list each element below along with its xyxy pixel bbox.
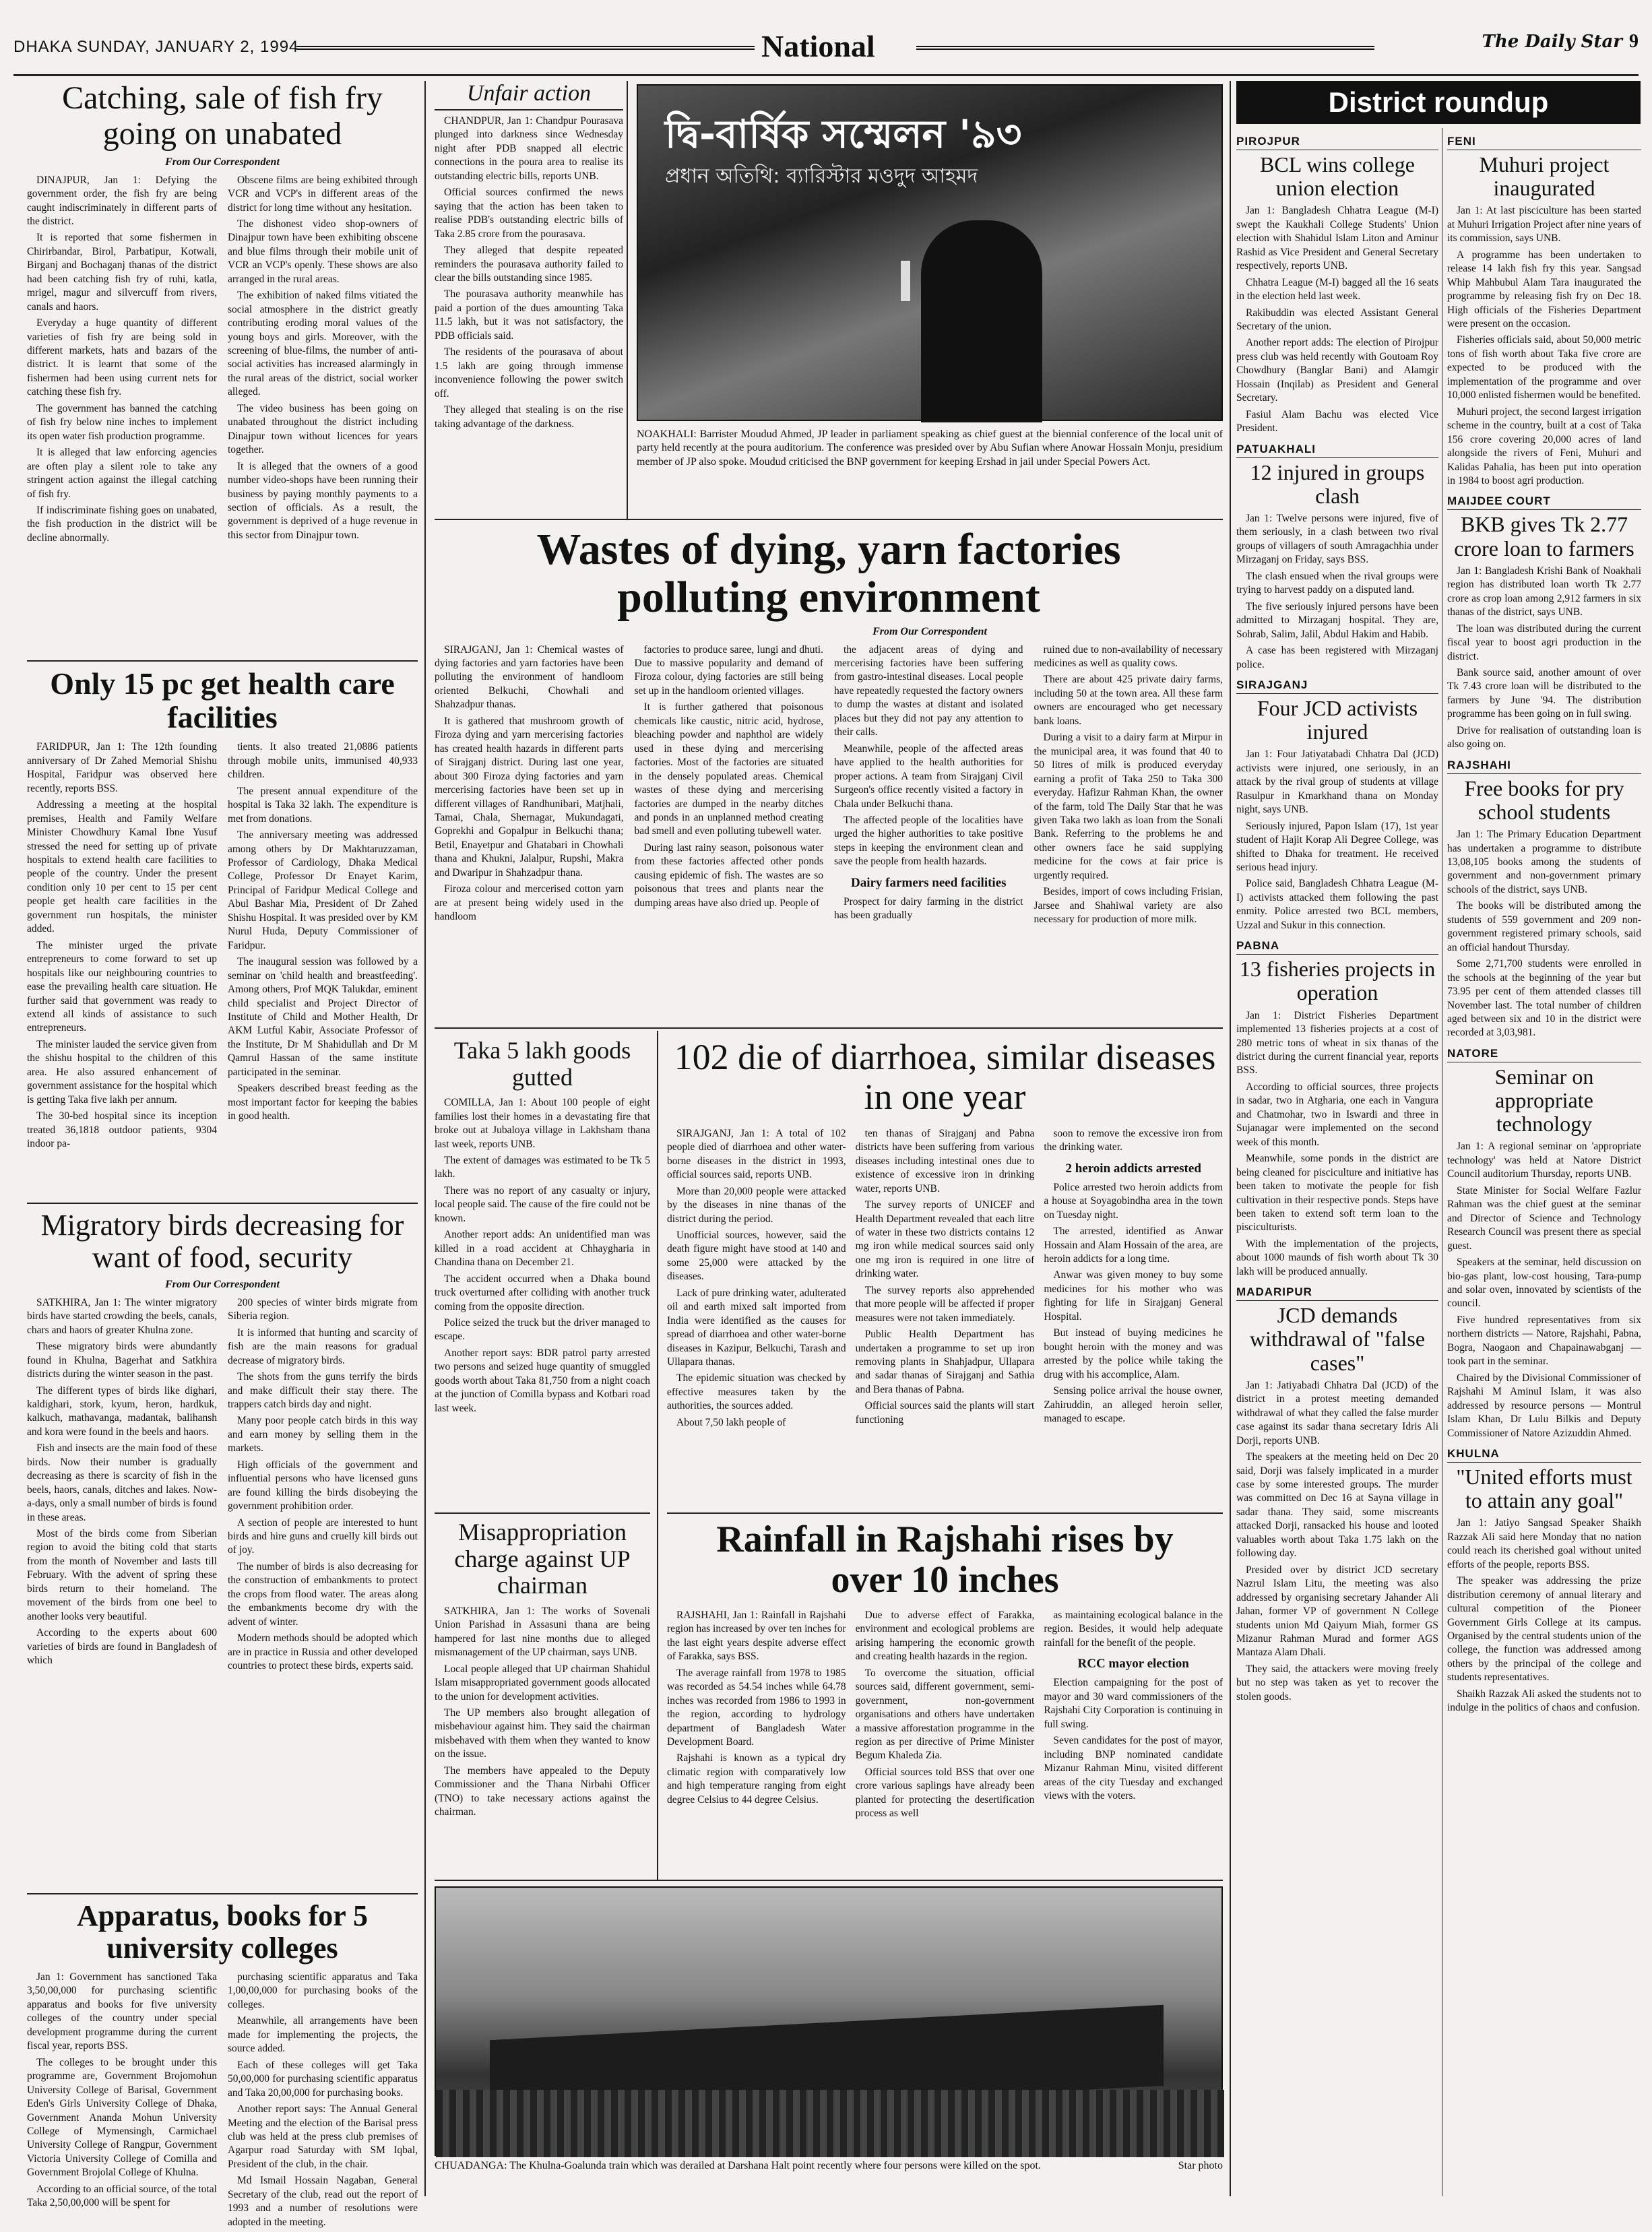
paragraph: The residents of the pourasava of about 1.5 lakh are going through immense inconvenience following the power switch off. xyxy=(435,346,623,400)
article-birds xyxy=(27,1209,418,1890)
headline-birds: Migratory birds decreasing for want of food, security xyxy=(40,1209,404,1275)
paragraph: Firoza colour and mercerised cotton yarn are at present being widely used in the handloom xyxy=(435,883,624,923)
district-item xyxy=(1447,495,1641,751)
photo-noakhali xyxy=(637,84,1223,421)
paragraph: The colleges to be brought under this programme are, Government Brojomohun University College of Barisal, Government Eden's Girls University College of Dhaka, Government Ananda Mohun University College of Mymensingh, Carmichael University College of Rangpur, Government Victoria University College of Comilla and Government Brojolal College of Khulna. xyxy=(27,2056,217,2179)
paragraph: Addressing a meeting at the hospital premises, Health and Family Welfare Minister Chowdhury Kamal Ibne Yusuf stressed the need for setting up of private hospitals to extend health care facilities to people of the country. Under the present condition only 10 per cent to 15 per cent people get health care facilities in the government run hospitals, the minister added. xyxy=(27,799,217,935)
paragraph: Police seized the truck but the driver managed to escape. xyxy=(435,1316,650,1343)
paragraph: The 30-bed hospital since its inception treated 36,1818 outdoor patients, 9304 indoor pa- xyxy=(27,1110,217,1150)
paragraph: RAJSHAHI, Jan 1: Rainfall in Rajshahi region has increased by over ten inches for the last eight years despite adverse effect of Farakka, says BSS. xyxy=(667,1609,846,1663)
paragraph: Fasiul Alam Bachu was elected Vice President. xyxy=(1236,408,1438,435)
paragraph: Jan 1: A regional seminar on 'appropriate technology' was held at Natore District Council auditorium Thursday, reports UNB. xyxy=(1447,1141,1641,1180)
masthead xyxy=(13,27,1639,74)
paragraph: Jan 1: District Fisheries Department implemented 13 fisheries projects at a cost of 280 metric tons of wheat in six thanas of the district during the current financial year, reports BSS. xyxy=(1236,1009,1438,1077)
paragraph: These migratory birds were abundantly found in Khulna, Bagerhat and Satkhira districts during the winter season in the past. xyxy=(27,1341,217,1380)
page-number: 9 xyxy=(1629,31,1639,52)
health-col1 xyxy=(27,740,217,1153)
article-diarrhoea xyxy=(667,1038,1223,1509)
paragraph: District roundup xyxy=(1328,86,1549,118)
paragraph: The speaker was addressing the prize distribution ceremony of annual literary and cultural competition of the Pioneer Government Girls College at its campus. Organised by the central students union of the college, the function was addressed among others by the principal of the college and students representatives. xyxy=(1447,1575,1641,1684)
paragraph: Jan 1: Twelve persons were injured, five of them seriously, in a clash between two rival groups of villagers of south Amragachhia under Mirzaganj on Friday, says BSS. xyxy=(1236,513,1438,566)
paragraph: The books will be distributed among the students of 559 government and 209 non-government registered primary schools, said an official handout Thursday. xyxy=(1447,900,1641,953)
wastes-col1 xyxy=(435,643,624,930)
paragraph: The inaugural session was followed by a seminar on 'child health and breastfeeding'. Among others, Prof MQK Talukdar, eminent child specialist and Project Director of Institute of Child and Mother Health, Dr AKM Lutful Kabir, Associate Professor of the Institute, Dr M Shahidullah and Dr M Qamrul Hassan of the same institute participated in the seminar. xyxy=(228,956,418,1078)
paragraph: It is alleged that law enforcing agencies are often play a silent role to take any stringent action against the illegal catching of fish fry. xyxy=(27,447,217,500)
headline-health: Only 15 pc get health care facilities xyxy=(50,666,395,734)
paragraph: Unofficial sources, however, said the death figure might have stood at 140 and some 25,000 were attacked by the diseases. xyxy=(667,1229,846,1283)
district-label: PABNA xyxy=(1236,939,1438,955)
paragraph: factories to produce saree, lungi and dhuti. Due to massive popularity and demand of Firoza colour, dying factories are still being set up in the handloom oriented villages. xyxy=(634,643,823,697)
paragraph: The epidemic situation was checked by effective measures taken by the authorities, the sources added. xyxy=(667,1372,846,1412)
paragraph: Meanwhile, some ponds in the district are being cleaned for pisciculture and initiative has been taken to motivate the people for fish cultivation in their respective ponds. Steps have been taken to extend soft term loan to the pisciculturists. xyxy=(1236,1153,1438,1234)
paragraph: The exhibition of naked films vitiated the social atmosphere in the district greatly contributing eroding moral values of the young boys and girls. Moreover, with the screening of blue-films, the number of anti-social activities has increased alarmingly in the rural areas of the district, social worker alleged. xyxy=(228,290,418,398)
paragraph: They said, the attackers were moving freely but no step was taken as yet to recover the stolen goods. xyxy=(1236,1663,1438,1702)
paragraph: Speakers described breast feeding as the most important factor for keeping the babies in good health. xyxy=(228,1083,418,1122)
paragraph: Speakers at the seminar, held discussion on bio-gas plant, low-cost housing, Tara-pump and solar oven, innovated by scientists of the council. xyxy=(1447,1256,1641,1310)
paragraph: the adjacent areas of dying and mercerising factories have been suffering from gastro-intestinal diseases. Local people have repeatedly requested the factory owners to dump the wastes at distant and isolated places but they did not pay any attention to their calls. xyxy=(834,643,1023,738)
paragraph: The minister urged the private entrepreneurs to come forward to set up hospitals like our neighbouring countries to ease the prevailing health care situation. He further said that government was ready to extend all kinds of assistance to such entrepreneurs. xyxy=(27,939,217,1034)
wastes-col4 xyxy=(1034,643,1224,930)
paragraph: The anniversary meeting was addressed among others by Dr Makhtaruzzaman, Professor of Cardiology, Dhaka Medical College, Professor Dr Enayet Karim, Principal of Faridpur Medical College and Abul Bashar Mia, President of Dr Zahed Shishu Hospital. It was presided over by KM Nurul Huda, Deputy Commissioner of Faridpur. xyxy=(228,829,418,951)
paragraph: Drive for realisation of outstanding loan is also going on. xyxy=(1447,724,1641,751)
paper-name: The Daily Star xyxy=(1482,32,1622,52)
paragraph: The average rainfall from 1978 to 1985 was recorded as 54.54 inches while 64.78 inches was recorded from 1986 to 1993 in the region, according to hydrology department of Bangladesh Water Development Board. xyxy=(667,1667,846,1748)
paragraph: Chhatra League (M-I) bagged all the 16 seats in the election held last week. xyxy=(1236,276,1438,302)
paragraph: Another report adds: An unidentified man was killed in a road accident at Chhaygharia in Chandina thana on December 21. xyxy=(435,1229,650,1269)
paragraph: The survey reports of UNICEF and Health Department revealed that each litre of water in these two districts contains 12 mg iron while medical sources said only one mg iron is required in one litre of drinking water. xyxy=(855,1199,1035,1280)
paragraph: Due to adverse effect of Farakka, environment and ecological problems are arising hampering the economic growth and creating health hazards in the region. xyxy=(855,1609,1035,1663)
article-misappro xyxy=(435,1519,650,1876)
rainfall-col3 xyxy=(1044,1609,1223,1824)
paragraph: A section of people are interested to hunt birds and hire guns and cruelly kill birds out of joy. xyxy=(228,1517,418,1556)
headline-misappro: Misappropriation charge against UP chairman xyxy=(454,1519,631,1599)
subhead-rcc: RCC mayor election xyxy=(1077,1657,1189,1671)
paragraph: tients. It also treated 21,0886 patients through mobile units, immunised 40,933 children. xyxy=(228,741,418,781)
district-label: RAJSHAHI xyxy=(1447,759,1641,774)
byline-fish: From Our Correspondent xyxy=(165,156,280,168)
district-right xyxy=(1447,128,1641,2196)
headline-apparatus: Apparatus, books for 5 university colleges xyxy=(77,1899,368,1965)
paragraph: There was no report of any casualty or injury, local people said. The cause of the fire could not be known. xyxy=(435,1184,650,1224)
paragraph: 200 species of winter birds migrate from Siberia region. xyxy=(228,1296,418,1322)
district-label: PATUAKHALI xyxy=(1236,443,1438,458)
paragraph: Besides, import of cows including Frisian, Jarsee and Shahiwal variety are also necessary for production of more milk. xyxy=(1034,886,1223,926)
paragraph: Jan 1: Government has sanctioned Taka 3,50,00,000 for purchasing scientific apparatus and books for five university colleges of the country under special development programme during the current fiscal year, reports BSS. xyxy=(27,1971,217,2052)
section-title: National xyxy=(761,29,875,63)
paragraph: They alleged that despite repeated reminders the pourasava authority failed to clear the bills outstanding since 1985. xyxy=(435,245,623,284)
paragraph: SIRAJGANJ, Jan 1: Chemical wastes of dying factories and yarn factories have been polluting the environment of handloom oriented Belkuchi, Chowhali and Shahzadpur thanas. xyxy=(435,643,624,711)
apparatus-col2 xyxy=(228,1971,418,2232)
paragraph: Election campaigning for the post of mayor and 30 ward commissioners of the Rajshahi City Corporation is continuing in full swing. xyxy=(1044,1677,1224,1730)
paragraph: purchasing scientific apparatus and Taka 1,00,00,000 for purchasing books of the colleges. xyxy=(228,1971,418,2010)
district-headline: BCL wins college union election xyxy=(1260,152,1415,201)
caption-chuadanga xyxy=(435,2159,1223,2173)
paragraph: The present annual expenditure of the hospital is Taka 32 lakh. The expenditure is met from donations. xyxy=(228,785,418,825)
paragraph: It is alleged that the owners of a good number video-shops have been running their business by paying monthly payments to a section of officials. As a result, the government is deprived of a huge revenue in this sector from Dinajpur town. xyxy=(228,460,418,541)
paragraph: During last rainy season, poisonous water from these factories affected other ponds causing epidemic of fish. The wastes are so poisonous that trees and plants near the dumping areas have also dried up. People of xyxy=(634,841,823,909)
birds-col2 xyxy=(228,1296,418,1676)
district-item xyxy=(1236,1285,1438,1704)
paragraph: CHANDPUR, Jan 1: Chandpur Pourasava plunged into darkness since Wednesday night after PDB snapped all electric connections in the poura area to realise its outstanding electric bills, reports UNB. xyxy=(435,115,623,182)
district-label: NATORE xyxy=(1447,1047,1641,1062)
byline-wastes: From Our Correspondent xyxy=(872,625,987,637)
paragraph: ruined due to non-availability of necessary medicines as well as quality cows. xyxy=(1034,643,1223,669)
district-label: KHULNA xyxy=(1447,1447,1641,1463)
paragraph: The dishonest video shop-owners of Dinajpur town have been exhibiting obscene and blue films through their mobile unit of VCR an VCP's openly. These shows are also arranged in the rural areas. xyxy=(228,218,418,285)
paragraph: A case has been registered with Mirzaganj police. xyxy=(1236,645,1438,670)
district-left xyxy=(1236,128,1438,2196)
rainfall-col1 xyxy=(667,1609,846,1824)
district-headline: 12 injured in groups clash xyxy=(1250,459,1425,508)
birds-col1 xyxy=(27,1296,217,1676)
paragraph: Most of the birds come from Siberian region to avoid the biting cold that starts from the month of November and lasts till February. With the advent of spring these birds return to their homeland. The movement of the birds from one beel to another looks very beautiful. xyxy=(27,1528,217,1622)
fish-col1 xyxy=(27,174,217,548)
crowd xyxy=(436,2090,1224,2157)
paragraph: soon to remove the excessive iron from the drinking water. xyxy=(1044,1127,1224,1153)
dateline: DHAKA SUNDAY, JANUARY 2, 1994 xyxy=(13,38,299,56)
paragraph: The arrested, identified as Anwar Hossain and Alam Hossain of the area, are heroin addicts for a long time. xyxy=(1044,1225,1224,1265)
wastes-col2 xyxy=(635,643,824,930)
district-item xyxy=(1447,135,1641,488)
paragraph: The survey reports also apprehended that more people will be affected if proper measures were not taken immediately. xyxy=(855,1284,1035,1324)
paragraph: According to an official source, of the total Taka 2,50,00,000 will be spent for xyxy=(27,2183,217,2209)
paragraph: The UP members also brought allegation of misbehaviour against him. They said the chairman misbehaved with them when they wanted to know on the issue. xyxy=(435,1707,650,1760)
paragraph: The loan was distributed during the current fiscal year to boost agri production in the district. xyxy=(1447,623,1641,662)
paragraph: They alleged that stealing is on the rise taking advantage of the darkness. xyxy=(435,404,623,430)
headline-taka: Taka 5 lakh goods gutted xyxy=(453,1037,631,1091)
paragraph: The number of birds is also decreasing for the construction of embankments to protect the crops from flood water. The areas along the embankments become dry with the advent of winter. xyxy=(228,1560,418,1628)
paragraph: A programme has been undertaken to release 14 lakh fish fry this year. Sangsad Whip Mahbubul Alam Tara inaugurated the programme by releasing fish fry on Dec 18. High officials of the Fisheries Department were present on the occasion. xyxy=(1447,249,1641,329)
district-label: PIROJPUR xyxy=(1236,135,1438,150)
paragraph: Police arrested two heroin addicts from a house at Soyagobindha area in the town on Tuesday night. xyxy=(1044,1181,1224,1221)
paragraph: Jan 1: Bangladesh Chhatra League (M-I) swept the Kaukhali College Students' Union election with Shahidul Islam Liton and Aminur Rashid as Vice President and General Secretary respectively, reports UNB. xyxy=(1236,205,1438,272)
subhead-heroin: 2 heroin addicts arrested xyxy=(1065,1161,1201,1176)
paragraph: Five hundred representatives from six northern districts — Natore, Rajshahi, Pabna, Bogra, Naogaon and Chapainawabganj — took part in the seminar. xyxy=(1447,1314,1641,1368)
paragraph: Sensing police arrival the house owner, Zahiruddin, an alleged heroin seller, managed to escape. xyxy=(1044,1385,1224,1425)
paragraph: Official sources told BSS that over one crore various saplings have already been planted for protecting the desertification process as well xyxy=(855,1766,1035,1820)
district-headline: Seminar on appropriate technology xyxy=(1494,1064,1594,1137)
paragraph: Meanwhile, people of the affected areas have applied to the health authorities for proper actions. A team from Sirajganj Civil Surgeon's office recently visited a factory in Chala under Belkuchi thana. xyxy=(834,742,1023,810)
paragraph: Another report says: BDR patrol party arrested two persons and seized huge quantity of smuggled goods worth about Taka 81,750 from a night coach at the junction of Comilla bypass and Kotbari road last week. xyxy=(435,1347,650,1414)
district-label: MADARIPUR xyxy=(1236,1285,1438,1301)
photo-credit: Star photo xyxy=(1178,2160,1223,2171)
paragraph: Chaired by the Divisional Commissioner of Rajshahi M Aminul Islam, it was also addressed by resource persons — Montrul Islam Khan, Dr Lulu Bilkis and Deputy Commissioner of Natore Azizuddin Ahmed. xyxy=(1447,1372,1641,1439)
paragraph: Bank source said, another amount of over Tk 7.43 crore loan will be distributed to the farmers by June '94. The distribution programme has been going on in full swing. xyxy=(1447,666,1641,720)
paragraph: To overcome the situation, official sources said, different government, semi-government, non-government organisations and others have undertaken a massive afforestation programme in the region as per directive of Prime Minister Begum Khaleda Zia. xyxy=(855,1667,1035,1762)
district-headline: JCD demands withdrawal of "false cases" xyxy=(1249,1303,1426,1375)
paragraph: Meanwhile, all arrangements have been made for implementing the projects, the source added. xyxy=(228,2015,418,2055)
paragraph: With the implementation of the projects, about 1000 maunds of fish worth about Tk 30 lakh will be produced annually. xyxy=(1236,1238,1438,1277)
paragraph: Modern methods should be adopted which are in practice in Russia and other developed countries to protect these birds, experts said. xyxy=(228,1632,418,1672)
district-headline: "United efforts must to attain any goal" xyxy=(1456,1464,1632,1513)
paragraph: More than 20,000 people were attacked by the diseases in nine thanas of the district during the period. xyxy=(667,1185,846,1225)
district-label: FENI xyxy=(1447,135,1641,150)
district-headline: BKB gives Tk 2.77 crore loan to farmers xyxy=(1454,512,1634,561)
paragraph: Obscene films are being exhibited through VCR and VCP's in different areas of the district for long time without any hesitation. xyxy=(228,174,418,214)
district-item xyxy=(1447,1047,1641,1440)
paragraph: Jan 1: Four Jatiyatabadi Chhatra Dal (JCD) activists were injured, one seriously, in an attack by the rival group of students at village Rasulpur in Kmarkhand thana on Monday night, says UNB. xyxy=(1236,748,1438,816)
paragraph: The members have appealed to the Deputy Commissioner and the Thana Nirbahi Officer (TNO) to take necessary actions against the chairman. xyxy=(435,1764,650,1818)
district-headline: 13 fisheries projects in operation xyxy=(1239,957,1436,1005)
headline-wastes: Wastes of dying, yarn factories polluting environment xyxy=(536,525,1121,623)
headline-fish: Catching, sale of fish fry going on unabated xyxy=(62,80,383,152)
paragraph: SATKHIRA, Jan 1: The works of Sovenali Union Parishad in Assasuni thana are being hampered for last nine months due to alleged mismanagement of the UP chairman, says UNB. xyxy=(435,1605,650,1659)
paragraph: The government has banned the catching of fish fry below nine inches to implement its open water fish production programme. xyxy=(27,402,217,442)
paragraph: Fish and insects are the main food of these birds. Now their number is gradually decreasing as there is scarcity of fish in the beels, haors, canals, ditches and lakes. Now-a-days, only a small number of birds is found in these areas. xyxy=(27,1442,217,1523)
paragraph: There are about 425 private dairy farms, including 50 at the town area. All these farm owners are encouraged who get necessary bank loans. xyxy=(1034,674,1223,727)
paragraph: Everyday a huge quantity of different varieties of fish fry are being sold in different markets, hats and bazars of the district. It is learnt that some of the fishermen had been using current nets for catching these fish fry. xyxy=(27,317,217,398)
district-banner xyxy=(1236,81,1641,124)
paragraph: It is informed that hunting and scarcity of fish are the main reasons for gradual decrease of migratory birds. xyxy=(228,1327,418,1366)
paragraph: Police said, Bangladesh Chhatra League (M-I) activists attacked them following the past enmity. Police arrested two BCL members, Uzzal and Sukur in this connection. xyxy=(1236,878,1438,931)
paragraph: According to the experts about 600 varieties of birds are found in Bangladesh of which xyxy=(27,1627,217,1667)
paragraph: Seven candidates for the post of mayor, including BNP nominated candidate Mizanur Rahman Minu, visited different areas of the city Tuesday and exchanged views with the voters. xyxy=(1044,1735,1224,1801)
district-item xyxy=(1236,135,1438,436)
paragraph: High officials of the government and influential persons who have licensed guns are found killing the birds disobeying the government prohibition order. xyxy=(228,1459,418,1512)
article-apparatus xyxy=(27,1899,418,2228)
microphone-icon xyxy=(901,261,910,301)
paragraph: Fisheries officials said, about 50,000 metric tons of fish worth about Taka five crore are expected to be produced with the implementation of the programme and over 10,000 enlisted fishermen would be benefited. xyxy=(1447,334,1641,402)
paragraph: The five seriously injured persons have been admitted to Mirzaganj hospital. They are, Sohrab, Salim, Jalil, Abdul Hakim and Habib. xyxy=(1236,600,1438,640)
banner-text-2: প্রধান অতিথি: ব্যারিস্টার মওদুদ আহমদ xyxy=(665,164,978,188)
paragraph: SIRAJGANJ, Jan 1: A total of 102 people died of diarrhoea and other water-borne diseases in the district in 1993, official sources said, reports UNB. xyxy=(667,1127,846,1181)
paragraph: The extent of damages was estimated to be Tk 5 lakh. xyxy=(435,1155,650,1180)
paragraph: The shots from the guns terrify the birds and make difficult their stay there. The trappers catch birds day and night. xyxy=(228,1371,418,1410)
paragraph: Jan 1: Jatiyabadi Chhatra Dal (JCD) of the district in a protest meeting demanded withdrawal of what they called the false murder case against its sadar thana secretary Idris Ali Dorji, reports UNB. xyxy=(1236,1379,1438,1446)
paragraph: During a visit to a dairy farm at Mirpur in the municipal area, it was found that 40 to 50 litres of milk is produced everyday earning a profit of Taka 250 to Taka 300 everyday. Hafizur Rahman Khan, the owner of the farm, told The Daily Star that he was given Taka two lakh as loan from the Sonali Bank. Referring to the problems he and other owners face he said supplying medicine for the cows at fair price is urgently required. xyxy=(1034,732,1223,881)
fish-col2 xyxy=(228,174,418,548)
paragraph: It is further gathered that poisonous chemicals like caustic, nitric acid, hydrose, bleaching powder and naphthol are widely used in these dying and mercerising factories. Most of the factories are situated in the densely populated areas. Chemical wastes of these dying and mercerising factories are dumped in the nearby ditches and ponds in an unplanned method creating bad smell and even polluting tubewell water. xyxy=(634,701,823,837)
headline-diarrhoea: 102 die of diarrhoea, similar diseases in one year xyxy=(674,1037,1216,1118)
paragraph: Public Health Department has undertaken a programme to set up iron removing plants in Shahjadpur, Ullapara and sadar thanas of Sirajganj and Sathia and Bera thanas of Pabna. xyxy=(855,1329,1035,1395)
diarrhoea-col2 xyxy=(856,1127,1035,1433)
district-label: SIRAJGANJ xyxy=(1236,678,1438,694)
paragraph: The minister lauded the service given from the shishu hospital to the children of this area. He also assured enhancement of government assistance for the hospital which is getting Taka five lakh per annum. xyxy=(27,1038,217,1106)
rainfall-col2 xyxy=(856,1609,1035,1824)
paragraph: Each of these colleges will get Taka 50,00,000 for purchasing scientific apparatus and Taka 20,00,000 for purchasing books. xyxy=(228,2059,418,2099)
paragraph: It is gathered that mushroom growth of Firoza dying and yarn mercerising factories has created health hazards in different parts of Sirajganj district. During last one year, about 300 Firoza dying factories and yarn mercerising factories have been set up in different villages of Randhunibari, Matjhali, Tamai, Chala, Shernagar, Mukundagati, Goprekhi and Gopalpur in Belkuchi thana; Betil, Enayetpur and Ghatabari in Chowhali thana and Khukni, Jalalpur, Rupshi, Makra and Dwaripur in Shahzadpur thana. xyxy=(435,715,624,879)
paragraph: State Minister for Social Welfare Fazlur Rahman was the chief guest at the seminar and Director of Science and Technology Research Council was present there as special guest. xyxy=(1447,1184,1641,1252)
paragraph: FARIDPUR, Jan 1: The 12th founding anniversary of Dr Zahed Memorial Shishu Hospital, Faridpur was observed here recently, reports BSS. xyxy=(27,741,217,794)
paragraph: Another report says: The Annual General Meeting and the election of the Barisal press club was held at the press club premises of Agarpur road Saturday with SM Iqbal, President of the club, in the chair. xyxy=(228,2103,418,2170)
paragraph: Some 2,71,700 students were enrolled in the schools at the beginning of the year but 73.95 per cent of them attended classes till November last. The total number of children aged between six and 10 in the district were recorded at 3,03,981. xyxy=(1447,958,1641,1039)
paragraph: The speakers at the meeting held on Dec 20 said, Dorji was falsely implicated in a murder case by some interested groups. The murder was committed on Dec 16 at Sayna village in sadar thana. They said, some miscreants attacked Dorji, ransacked his house and looted valuables worth about Taka 1.75 lakh on the following day. xyxy=(1236,1451,1438,1560)
paragraph: The affected people of the localities have urged the higher authorities to take positive steps in keeping the environment clean and save the people from health hazards. xyxy=(834,814,1023,868)
article-rainfall xyxy=(667,1519,1223,1876)
district-item xyxy=(1236,678,1438,932)
article-wastes xyxy=(435,525,1223,1024)
paragraph: Jan 1: The Primary Education Department has undertaken a programme to distribute 13,08,105 books among the students of government and non-government primary schools of the district, says UNB. xyxy=(1447,829,1641,895)
health-col2 xyxy=(228,740,418,1153)
paragraph: Md Ismail Hossain Nagaban, General Secretary of the club, read out the report of 1993 and a number of resolutions were adopted in the meeting. xyxy=(228,2175,418,2228)
caption-noakhali: NOAKHALI: Barrister Moudud Ahmed, JP leader in parliament speaking as chief guest at the biennial conference of the local unit of party held recently at the poura auditorium. The conference was presided over by Abu Sufian where Anowar Hossain Monju, presidium member of JP also spoke. Moudud criticised the BNP government for keeping Ershad in jail under Special Powers Act. xyxy=(637,428,1223,468)
paragraph: The clash ensued when the rival groups were trying to harvest paddy on a disputed land. xyxy=(1236,570,1438,596)
paragraph: CHUADANGA: The Khulna-Goalunda train which was derailed at Darshana Halt point recently where four persons were killed on the spot. xyxy=(435,2160,1041,2171)
paragraph: According to official sources, three projects in sadar, two in Atgharia, one each in Vangura and Chatmohar, two in Iswardi and three in Sujanagar were implemented on the second week of this month. xyxy=(1236,1081,1438,1148)
paragraph: SATKHIRA, Jan 1: The winter migratory birds have started crowding the beels, canals, chars and haors of greater Khulna zone. xyxy=(27,1296,217,1336)
district-headline: Free books for pry school students xyxy=(1464,775,1624,824)
paragraph: as maintaining ecological balance in the region. Besides, it would help adequate rainfall for the benefit of the people. xyxy=(1044,1609,1224,1649)
article-fish xyxy=(27,81,418,660)
paragraph: The accident occurred when a Dhaka bound truck overturned after colliding with another truck coming from the opposite direction. xyxy=(435,1273,650,1312)
district-headline: Four JCD activists injured xyxy=(1257,695,1418,744)
paragraph: Shaikh Razzak Ali asked the students not to indulge in the politics of chaos and confusion. xyxy=(1447,1688,1641,1714)
diarrhoea-col1 xyxy=(667,1127,846,1433)
paragraph: DINAJPUR, Jan 1: Defying the government order, the fish fry are being caught indiscriminately in different parts of the district. xyxy=(27,174,217,227)
speaker-figure xyxy=(921,220,1042,422)
paragraph: Another report adds: The election of Pirojpur press club was held recently with Goutoam Roy Chowdhury (Banglar Bani) and Alamgir Hossain (Inqilab) as President and General Secretary. xyxy=(1236,337,1438,404)
diarrhoea-col3 xyxy=(1044,1127,1223,1433)
paragraph: Many poor people catch birds in this way and earn money by selling them in the markets. xyxy=(228,1415,418,1455)
article-unfair xyxy=(435,81,623,512)
paragraph: The different types of birds like dighari, kaldighari, stork, kyum, heron, hardkuk, kalkuch, mathavanga, madantak, balihansh and kora were found in the beels and haors. xyxy=(27,1384,217,1438)
paragraph: Jan 1: Jatiyo Sangsad Speaker Shaikh Razzak Ali said here Monday that no nation could reach its cherished goal without united efforts of the people, reports BSS. xyxy=(1447,1517,1641,1570)
paragraph: The pourasava authority meanwhile has paid a portion of the dues amounting Taka 11.5 lakh, but it was not satisfactory, the PDB officials said. xyxy=(435,288,623,342)
headline-unfair: Unfair action xyxy=(435,81,623,110)
paragraph: Seriously injured, Papon Islam (17), 1st year student of Hajit Korap Ali Degree College, was shifted to Dhaka for treatment. He received serious head injury. xyxy=(1236,820,1438,873)
district-item xyxy=(1447,759,1641,1040)
paragraph: Anwar was given money to buy some medicines for his mother who was fighting for life in Sirajganj General Hospital. xyxy=(1044,1269,1224,1322)
paragraph: Presided over by district JCD secretary Nazrul Islam Litu, the meeting was also addressed by organising secretary Jahander Ali Jahan, former VP of government N College students union Md Qaiyum Miah, former GS Mizanur Rahman Murad and former AGS Mantaza Alam Dhali. xyxy=(1236,1564,1438,1659)
district-item xyxy=(1236,443,1438,672)
district-item xyxy=(1447,1447,1641,1715)
paragraph: Jan 1: At last pisciculture has been started at Muhuri Irrigation Project after nine years of its commission, says UNB. xyxy=(1447,205,1641,245)
paragraph: ten thanas of Sirajganj and Pabna districts have been suffering from various diseases including intestinal ones due to existence of excessive iron in drinking water, reports UNB. xyxy=(855,1127,1035,1194)
photo-chuadanga xyxy=(435,1886,1223,2156)
apparatus-col1 xyxy=(27,1971,217,2232)
paragraph: Official sources said the plants will start functioning xyxy=(855,1400,1035,1426)
article-taka xyxy=(435,1038,650,1509)
paragraph: It is reported that some fishermen in Chirirbandar, Birol, Parbatipur, Kotwali, Birganj and Bochaganj thanas of the district had been catching fish fry of ruhi, katla, mrigel, magur and silvercuff from rivers, canals and haors. xyxy=(27,232,217,313)
paragraph: About 7,50 lakh people of xyxy=(676,1416,786,1428)
district-item xyxy=(1236,939,1438,1279)
paragraph: Jan 1: Bangladesh Krishi Bank of Noakhali region has distributed loan worth Tk 2.77 crore as crop loan among 2,912 farmers in six thanas of the district, says UNB. xyxy=(1447,565,1641,618)
subhead-dairy: Dairy farmers need facilities xyxy=(850,875,1007,890)
paragraph: But instead of buying medicines he bought heroin with the money and was arrested by the police while taking the drug with his accomplice, Alam. xyxy=(1044,1327,1224,1380)
wastes-col3 xyxy=(834,643,1023,930)
paragraph: Lack of pure drinking water, adulterated oil and earth mixed salt imported from India were identified as the causes for spread of diarrhoea and other water-borne diseases in Kazipur, Belkuchi, Tarash and Ullapara thanas. xyxy=(667,1287,846,1368)
article-health xyxy=(27,667,418,1199)
district-label: MAIJDEE COURT xyxy=(1447,495,1641,510)
district-headline: Muhuri project inaugurated xyxy=(1479,152,1610,201)
banner-text-1: দ্বি-বার্ষিক সম্মেলন '৯৩ xyxy=(665,111,1022,157)
paragraph: The video business has been going on unabated throughout the district including Dinajpur town without licences for years together. xyxy=(228,402,418,456)
paragraph: COMILLA, Jan 1: About 100 people of eight families lost their homes in a devastating fire that broke out at Jubaloya village in Lakhsham thana last week, reports UNB. xyxy=(435,1097,650,1150)
paragraph: Muhuri project, the second largest irrigation scheme in the country, built at a cost of Taka 156 crore covering 20,000 acres of land alongside the rivers of Feni, Muhuri and Kalidas Pahalia, has been put into operation in 1984 to boost agri production. xyxy=(1447,406,1641,486)
byline-birds: From Our Correspondent xyxy=(165,1278,280,1290)
paragraph: If indiscriminate fishing goes on unabated, the fish production in the district will be decline abnormally. xyxy=(27,505,217,544)
paragraph: Prospect for dairy farming in the district has been gradually xyxy=(834,895,1023,922)
headline-rainfall: Rainfall in Rajshahi rises by over 10 inches xyxy=(716,1519,1174,1601)
paragraph: Rajshahi is known as a typical dry climatic region with comparatively low and high temperature ranging from eight degree Celsius to 44 degree Celsius. xyxy=(667,1752,846,1806)
paragraph: Local people alleged that UP chairman Shahidul Islam misappropriated government goods allocated to the union for development activities. xyxy=(435,1663,650,1702)
paragraph: Rakibuddin was elected Assistant General Secretary of the union. xyxy=(1236,307,1438,332)
paragraph: Official sources confirmed the news saying that the action has been taken to realise PDB's outstanding electric bills of Taka 2.85 crore from the pourasava. xyxy=(435,187,623,240)
